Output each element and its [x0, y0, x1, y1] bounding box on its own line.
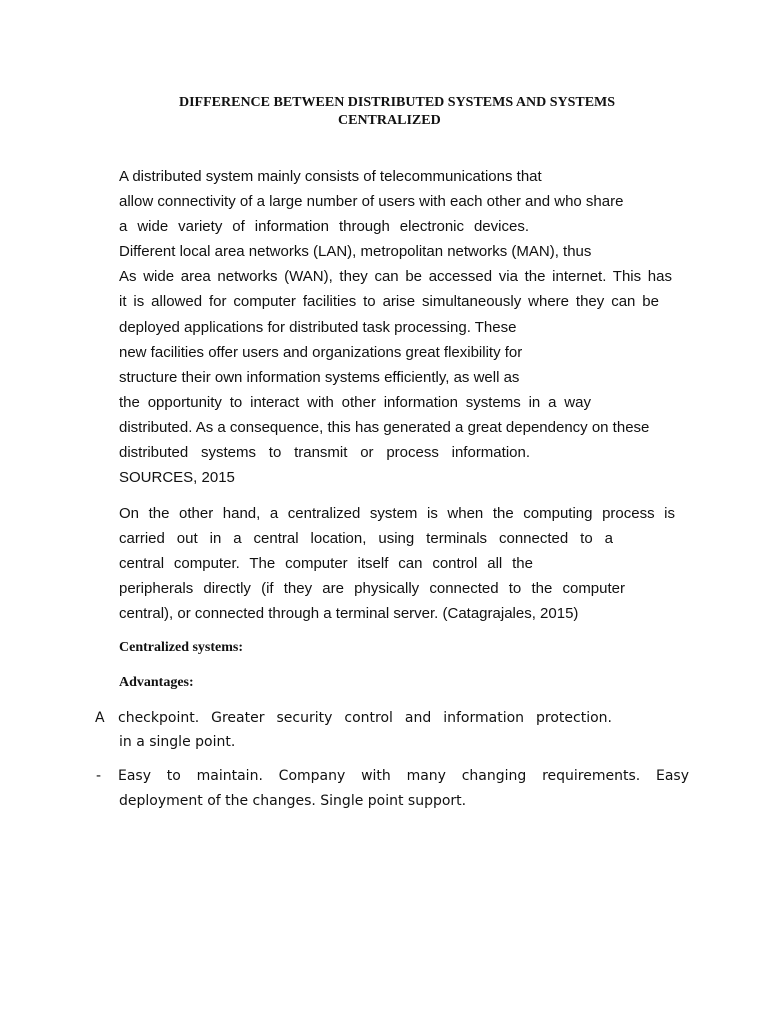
- paragraph-1-line: A distributed system mainly consists of telecommunications that: [119, 168, 542, 185]
- paragraph-2-line: On the other hand, a centralized system is when the computing process is: [119, 505, 675, 522]
- list-item-line: in a single point.: [119, 734, 236, 750]
- document-title-line-2: CENTRALIZED: [338, 113, 441, 128]
- paragraph-1-line: it is allowed for computer facilities to arise simultaneously where they can be: [119, 293, 659, 310]
- subheading: Advantages:: [119, 675, 194, 690]
- list-item-line: deployment of the changes. Single point support.: [119, 793, 467, 809]
- paragraph-1-line: allow connectivity of a large number of users with each other and who share: [119, 193, 624, 210]
- paragraph-1-line: new facilities offer users and organizations great flexibility for: [119, 344, 523, 361]
- paragraph-2-line: carried out in a central location, using terminals connected to a: [119, 530, 613, 547]
- list-marker: -: [96, 768, 102, 784]
- paragraph-2-line: peripherals directly (if they are physically connected to the computer: [119, 580, 625, 597]
- paragraph-1-line: structure their own information systems efficiently, as well as: [119, 369, 520, 386]
- list-item-line: checkpoint. Greater security control and information protection.: [118, 710, 612, 726]
- paragraph-2-line: central), or connected through a terminal server. (Catagrajales, 2015): [119, 605, 579, 622]
- paragraph-2-line: central computer. The computer itself can control all the: [119, 555, 533, 572]
- paragraph-1-line: deployed applications for distributed task processing. These: [119, 319, 517, 336]
- section-heading: Centralized systems:: [119, 640, 244, 655]
- paragraph-1-line: a wide variety of information through electronic devices.: [119, 218, 529, 235]
- list-marker: A: [95, 710, 105, 726]
- paragraph-1-line: distributed systems to transmit or process information.: [119, 444, 530, 461]
- paragraph-1-line: the opportunity to interact with other information systems in a way: [119, 394, 591, 411]
- list-item-line: Easy to maintain. Company with many changing requirements. Easy: [118, 768, 689, 784]
- document-title-line-1: DIFFERENCE BETWEEN DISTRIBUTED SYSTEMS AND SYSTEMS: [179, 95, 616, 110]
- paragraph-1-line: As wide area networks (WAN), they can be accessed via the internet. This has: [119, 268, 672, 285]
- paragraph-1-line: distributed. As a consequence, this has generated a great dependency on these: [119, 419, 650, 436]
- paragraph-1-citation: SOURCES, 2015: [119, 469, 235, 486]
- paragraph-1-line: Different local area networks (LAN), metropolitan networks (MAN), thus: [119, 243, 592, 260]
